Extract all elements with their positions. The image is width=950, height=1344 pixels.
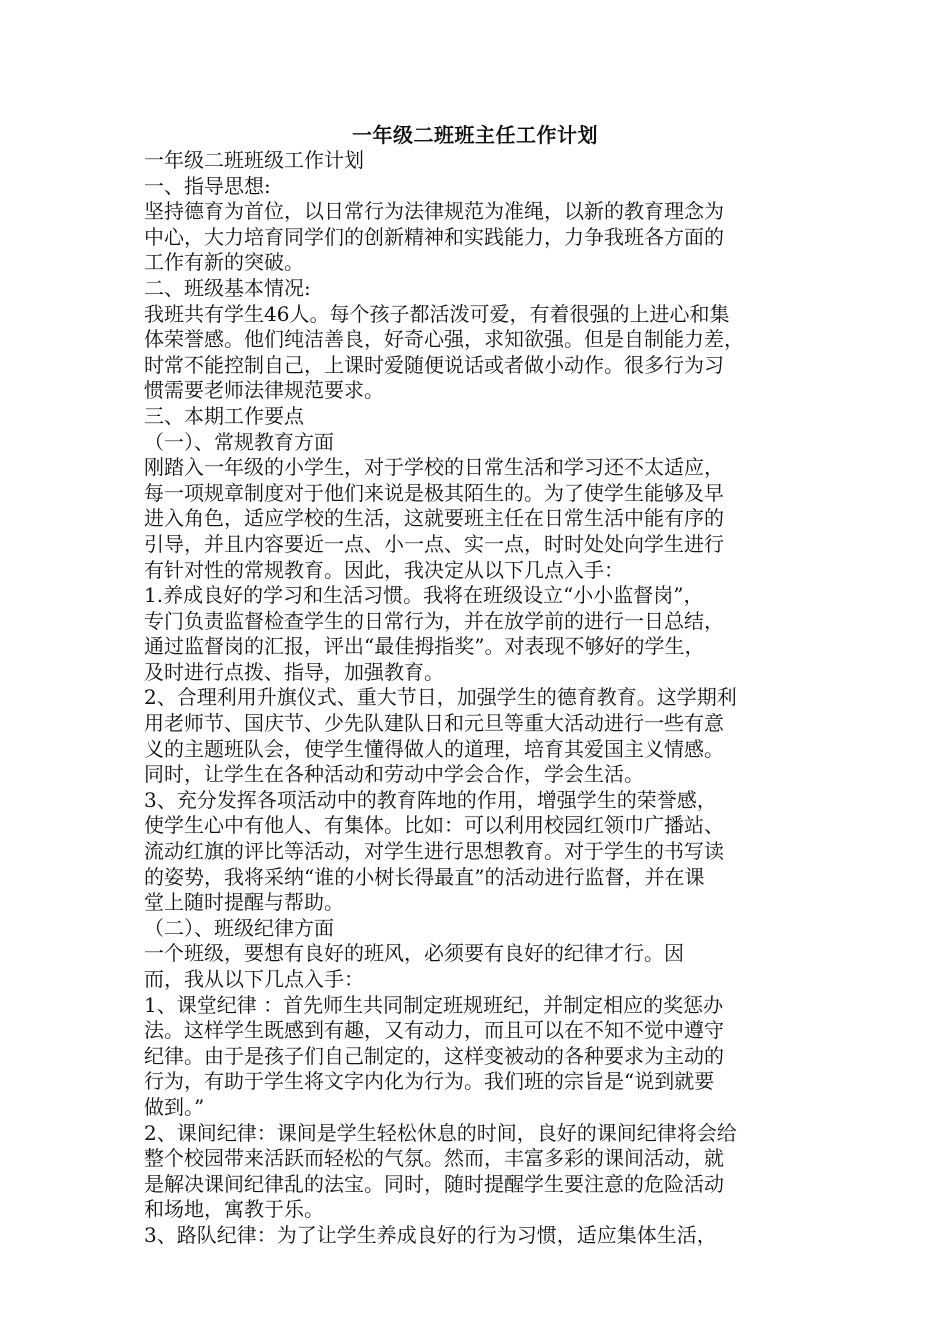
text-line: 而，我从以下几点入手： [144,967,364,991]
text-line: 三、本期工作要点 [144,403,304,428]
text-line: 做到。” [144,1094,205,1119]
text-line: 法。这样学生既感到有趣，又有动力，而且可以在不知不觉中遵守 [144,1018,724,1043]
text-line: 及时进行点拨、指导，加强教育。 [144,659,444,684]
document-title: 一年级二班班主任工作计划 [352,123,598,147]
text-line: 和场地，寓教于乐。 [144,1197,324,1222]
text-line: 同时，让学生在各种活动和劳动中学会合作，学会生活。 [144,762,644,787]
text-line: 体荣誉感。他们纯洁善良，好奇心强，求知欲强。但是自制能力差， [144,327,744,352]
text-line: 是解决课间纪律乱的法宝。同时，随时提醒学生要注意的危险活动 [144,1171,724,1196]
text-line: 1、课堂纪律 ：首先师生共同制定班规班纪，并制定相应的奖惩办 [144,992,724,1017]
text-line: 刚踏入一年级的小学生，对于学校的日常生活和学习还不太适应， [144,455,724,480]
text-line: （一）、常规教育方面 [144,429,334,454]
text-line: 坚持德育为首位，以日常行为法律规范为准绳，以新的教育理念为 [144,199,724,224]
text-line: 二、班级基本情况: [144,275,311,300]
text-line: 一、指导思想: [144,173,271,198]
text-line: 1.养成良好的学习和生活习惯。我将在班级设立“小小监督岗”， [144,583,704,608]
text-line: 一个班级，要想有良好的班风，必须要有良好的纪律才行。因 [144,941,684,966]
text-line: 一年级二班班级工作计划 [144,148,364,172]
text-line: 使学生心中有他人、有集体。比如：可以利用校园红领巾广播站、 [144,813,724,838]
text-line: 中心，大力培育同学们的创新精神和实践能力，力争我班各方面的 [144,224,724,249]
text-line: 纪律。由于是孩子们自己制定的，这样变被动的各种要求为主动的 [144,1043,724,1068]
text-line: 2、合理利用升旗仪式、重大节日，加强学生的德育教育。这学期利 [144,685,737,710]
text-line: 流动红旗的评比等活动，对学生进行思想教育。对于学生的书写读 [144,839,724,864]
text-line: 专门负责监督检查学生的日常行为，并在放学前的进行一日总结， [144,608,724,633]
text-line: 有针对性的常规教育。因此，我决定从以下几点入手： [144,557,624,582]
text-line: 每一项规章制度对于他们来说是极其陌生的。为了使学生能够及早 [144,480,724,505]
text-line: 惯需要老师法律规范要求。 [144,378,384,403]
text-line: 整个校园带来活跃而轻松的气氛。然而，丰富多彩的课间活动，就 [144,1146,724,1171]
text-line: 行为，有助于学生将文字内化为行为。我们班的宗旨是“说到就要 [144,1069,715,1094]
text-line: （二）、班级纪律方面 [144,915,334,940]
text-line: 义的主题班队会，使学生懂得做人的道理，培育其爱国主义情感。 [144,736,724,761]
text-line: 进入角色，适应学校的生活，这就要班主任在日常生活中能有序的 [144,506,724,531]
text-line: 堂上随时提醒与帮助。 [144,890,344,915]
text-line: 用老师节、国庆节、少先队建队日和元旦等重大活动进行一些有意 [144,711,724,736]
text-line: 3、充分发挥各项活动中的教育阵地的作用，增强学生的荣誉感， [144,787,717,812]
text-line: 的姿势，我将采纳“谁的小树长得最直”的活动进行监督，并在课 [144,864,705,889]
text-line: 工作有新的突破。 [144,250,304,275]
text-line: 引导，并且内容要近一点、小一点、实一点，时时处处向学生进行 [144,531,724,556]
text-line: 时常不能控制自己，上课时爱随便说话或者做小动作。很多行为习 [144,352,724,377]
document-body [144,148,816,1249]
text-line: 2、课间纪律：课间是学生轻松休息的时间，良好的课间纪律将会给 [144,1120,737,1145]
text-line: 3、路队纪律：为了让学生养成良好的行为习惯，适应集体生活， [144,1222,717,1247]
text-line: 通过监督岗的汇报，评出“最佳拇指奖”。对表现不够好的学生， [144,634,705,659]
text-line: 我班共有学生46人。每个孩子都活泼可爱，有着很强的上进心和集 [144,301,730,326]
